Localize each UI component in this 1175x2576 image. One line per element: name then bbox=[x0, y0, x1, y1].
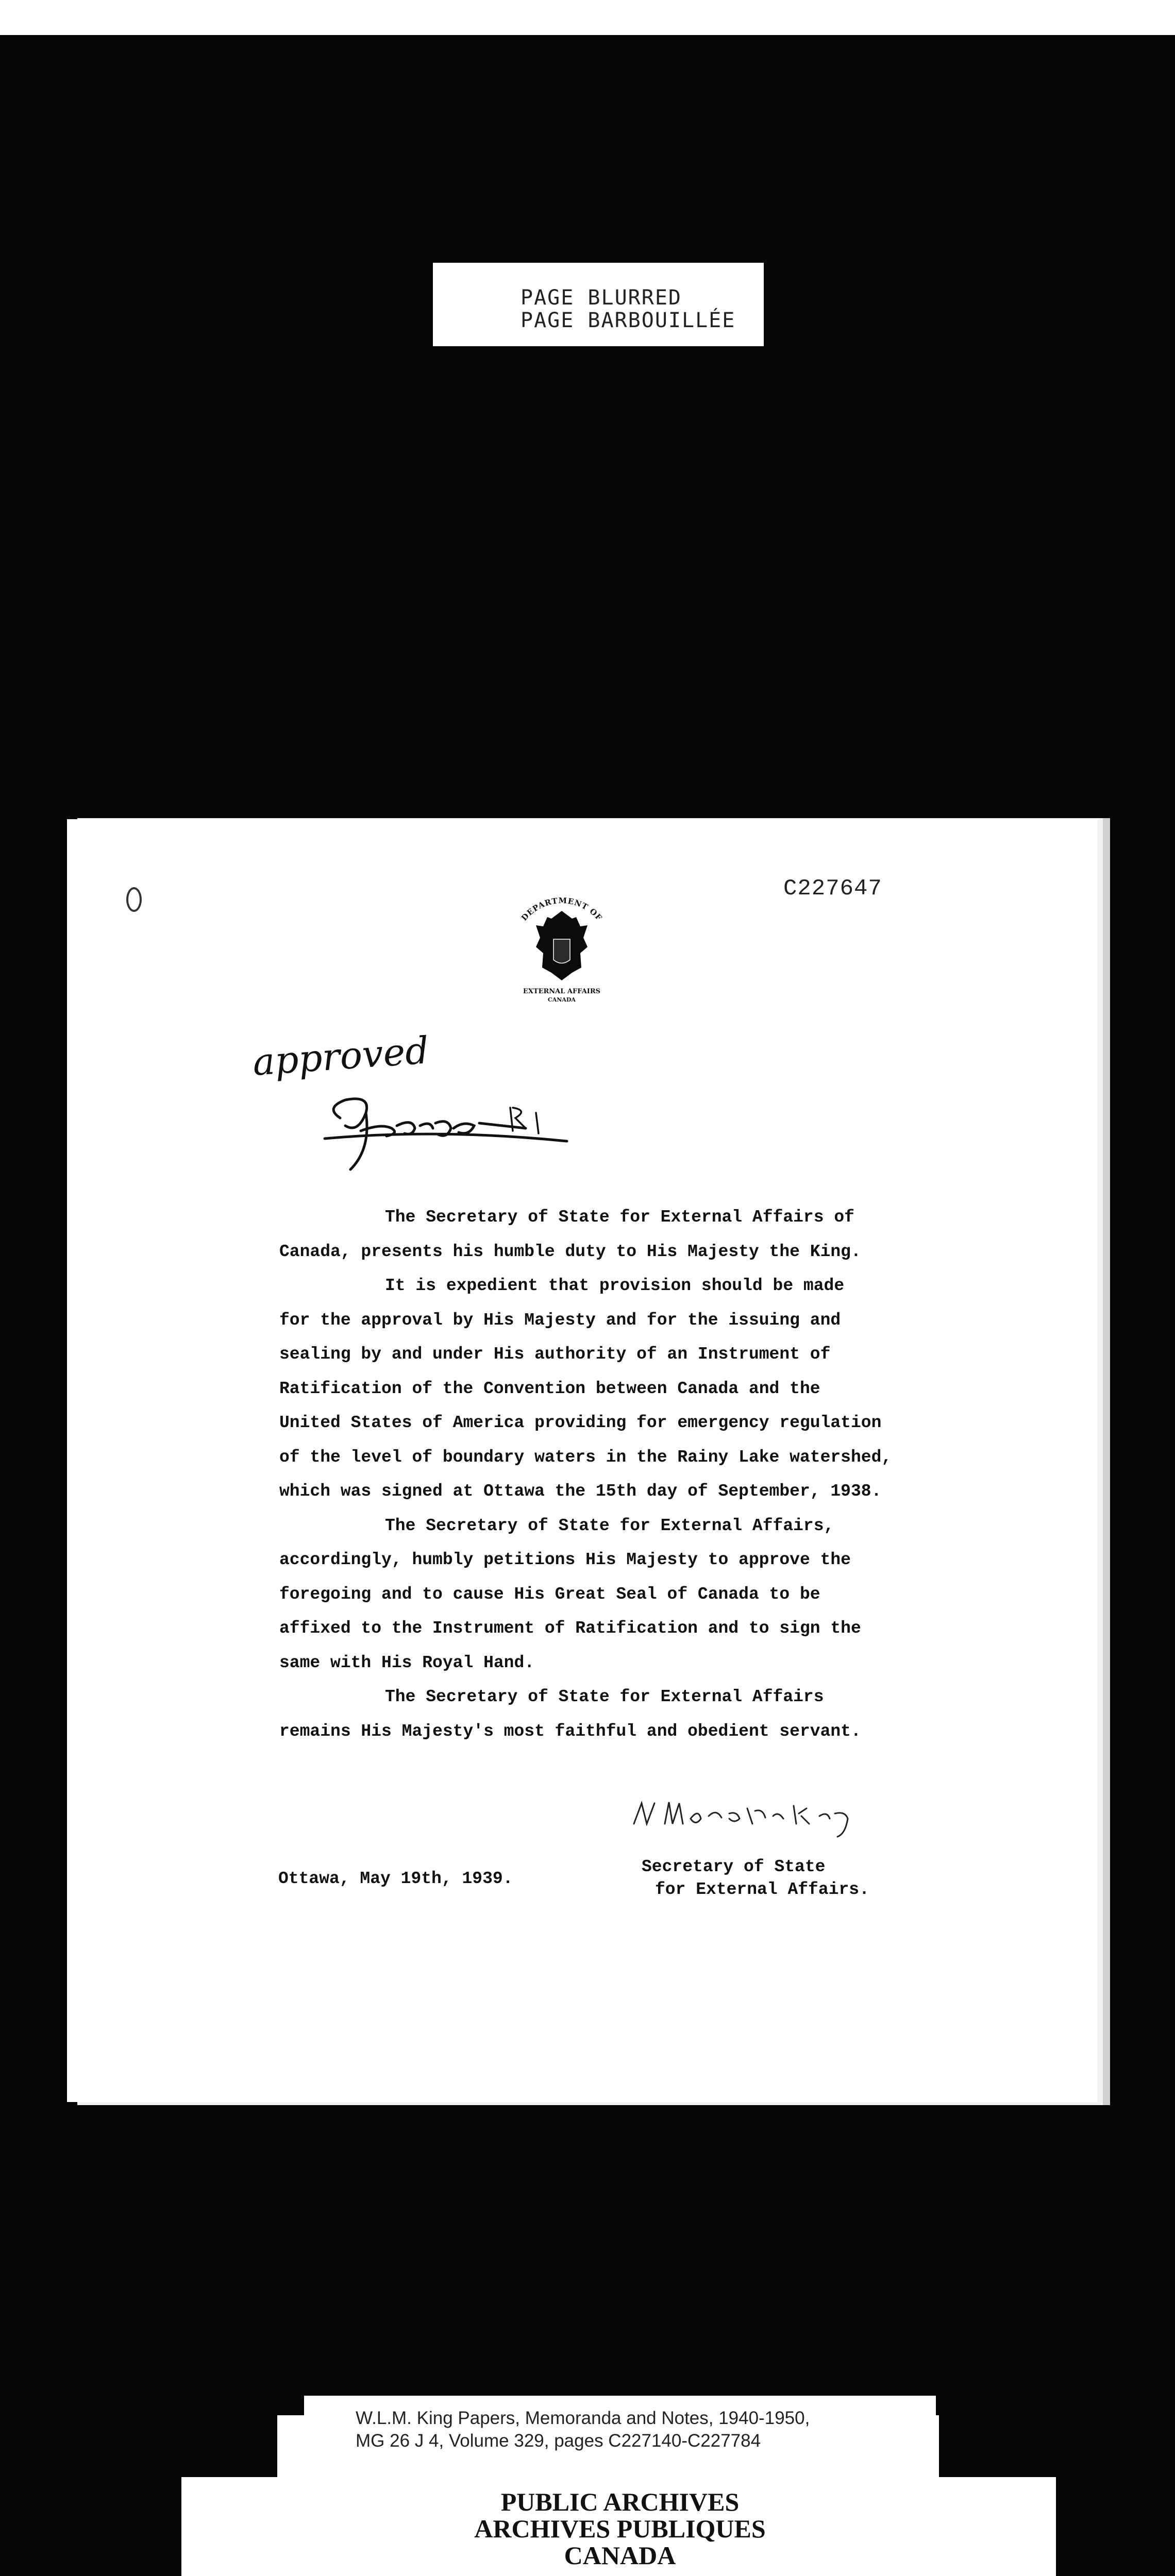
paragraph-line: for the approval by His Majesty and for the issuing and bbox=[279, 1310, 841, 1330]
department-crest-icon bbox=[500, 890, 624, 1014]
paragraph-line: sealing by and under His authority of an Instrument of bbox=[279, 1345, 831, 1364]
top-film-border bbox=[0, 0, 1175, 35]
paragraph-line: affixed to the Instrument of Ratification and to sign the bbox=[279, 1619, 861, 1638]
document-page bbox=[67, 819, 1098, 2102]
archive-ref-line2: MG 26 J 4, Volume 329, pages C227140-C227784 bbox=[356, 2431, 761, 2451]
approved-handwritten-note: approved bbox=[251, 1028, 430, 1084]
minister-signature bbox=[624, 1788, 912, 1844]
blurred-label-line1: PAGE BLURRED bbox=[521, 286, 682, 310]
archive-reference bbox=[356, 2407, 810, 2452]
archive-label-notch bbox=[181, 2415, 277, 2477]
paragraph-line: Canada, presents his humble duty to His Majesty the King. bbox=[279, 1242, 861, 1261]
paragraph-line: The Secretary of State for External Affairs, bbox=[385, 1516, 834, 1535]
page-blurred-label bbox=[433, 263, 764, 346]
paragraph-line: of the level of boundary waters in the Rainy Lake watershed, bbox=[279, 1447, 892, 1467]
punch-hole bbox=[126, 887, 142, 912]
paragraph-line: It is expedient that provision should be made bbox=[385, 1276, 845, 1295]
document-number: C227647 bbox=[783, 876, 882, 902]
archive-title-line2: ARCHIVES PUBLIQUES bbox=[474, 2514, 766, 2543]
archive-ref-line1: W.L.M. King Papers, Memoranda and Notes, 1940-1950, bbox=[356, 2408, 810, 2428]
archive-title-line1: PUBLIC ARCHIVES bbox=[500, 2487, 740, 2516]
petition-body bbox=[279, 1200, 1001, 1749]
paragraph-line: accordingly, humbly petitions His Majesty to approve the bbox=[279, 1550, 851, 1569]
crest-text-top: DEPARTMENT OF bbox=[519, 895, 605, 923]
royal-signature bbox=[309, 1077, 670, 1175]
crest-text-bottom: EXTERNAL AFFAIRS bbox=[523, 988, 601, 995]
paragraph-line: The Secretary of State for External Affairs of bbox=[385, 1208, 854, 1227]
paragraph-line: Ratification of the Convention between Canada and the bbox=[279, 1379, 820, 1398]
paragraph-line: same with His Royal Hand. bbox=[279, 1653, 535, 1672]
paragraph-line: which was signed at Ottawa the 15th day of September, 1938. bbox=[279, 1482, 882, 1501]
archive-label-notch bbox=[939, 2415, 1056, 2477]
signatory-line1: Secretary of State bbox=[642, 1857, 826, 1876]
paragraph-line: foregoing and to cause His Great Seal of Canada to be bbox=[279, 1584, 820, 1604]
paragraph-line: remains His Majesty's most faithful and obedient servant. bbox=[279, 1721, 861, 1741]
crest-text-country: CANADA bbox=[548, 996, 576, 1003]
paragraph-line: The Secretary of State for External Affairs bbox=[385, 1687, 824, 1706]
blurred-label-line2: PAGE BARBOUILLÉE bbox=[521, 309, 736, 332]
signatory-title bbox=[642, 1856, 869, 1901]
archive-title bbox=[304, 2488, 936, 2569]
archive-title-line3: CANADA bbox=[564, 2541, 676, 2570]
signatory-line2: for External Affairs. bbox=[655, 1880, 869, 1899]
paragraph-line: United States of America providing for emergency regulation bbox=[279, 1413, 882, 1432]
paper-edge bbox=[1103, 818, 1110, 2105]
place-date: Ottawa, May 19th, 1939. bbox=[278, 1869, 513, 1888]
